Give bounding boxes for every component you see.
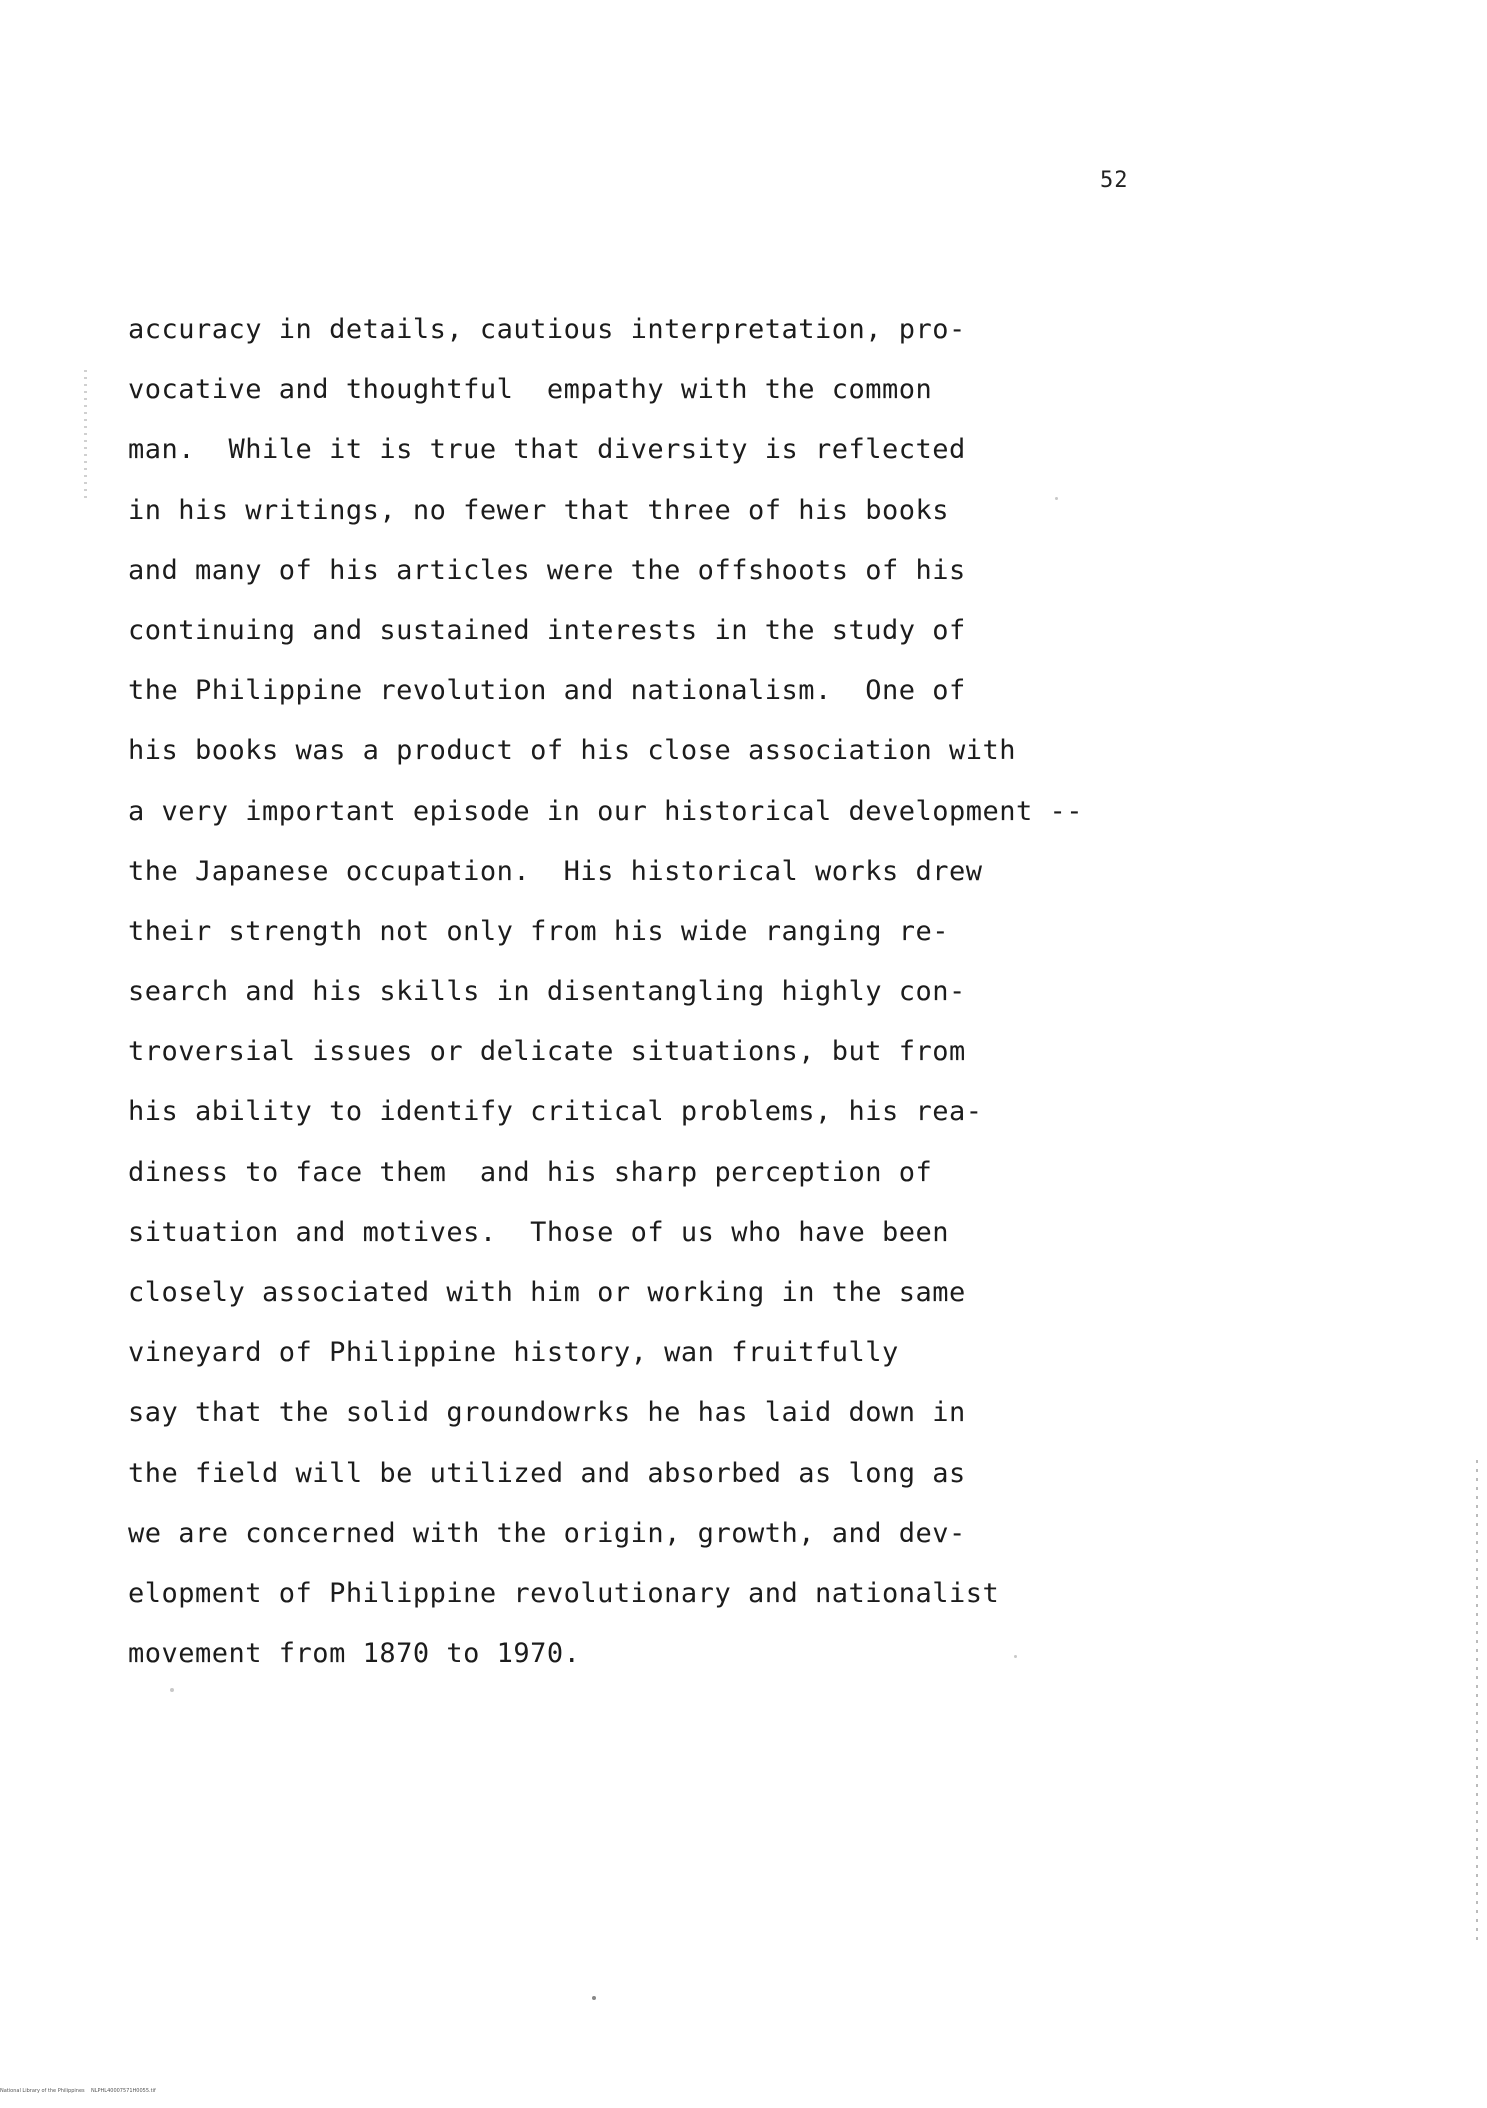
scan-speckle — [1014, 1655, 1017, 1658]
scan-speckle — [592, 1996, 596, 2000]
text-line: their strength not only from his wide ranging re- — [128, 915, 950, 947]
text-line: diness to face them and his sharp perception of — [128, 1156, 933, 1188]
text-line: in his writings, no fewer that three of his books — [128, 494, 950, 526]
scan-footer: National Library of the Philippines NLPHL40007571H0055.tif — [0, 2088, 156, 2094]
text-line: say that the solid groundowrks he has laid down in — [128, 1397, 966, 1429]
text-line: closely associated with him or working in the same — [128, 1277, 966, 1308]
scan-speckle-right-edge — [1476, 1460, 1478, 1940]
text-line: elopment of Philippine revolutionary and nationalist — [128, 1577, 1000, 1609]
text-line: search and his skills in disentangling highly con- — [128, 976, 966, 1008]
text-line: we are concerned with the origin, growth, and dev- — [128, 1517, 966, 1549]
text-line: his books was a product of his close association with — [128, 735, 1017, 767]
text-line: movement from 1870 to 1970. — [128, 1638, 581, 1670]
text-line: man. While it is true that diversity is reflected — [128, 434, 966, 466]
page-number: 52 — [1100, 168, 1129, 193]
text-line: and many of his articles were the offshoots of his — [128, 554, 966, 586]
body-paragraph — [128, 300, 1208, 1684]
text-line: accuracy in details, cautious interpretation, pro- — [128, 314, 966, 345]
text-line: the Japanese occupation. His historical works drew — [128, 855, 983, 887]
text-line: situation and motives. Those of us who have been — [128, 1216, 950, 1248]
text-line: a very important episode in our historical development -- — [128, 795, 1084, 827]
text-line: the Philippine revolution and nationalism. One of — [128, 675, 966, 707]
text-line: vocative and thoughtful empathy with the common — [128, 374, 933, 406]
scan-speckle — [170, 1688, 174, 1692]
text-line: continuing and sustained interests in the study of — [128, 614, 966, 646]
text-line: vineyard of Philippine history, wan fruitfully — [128, 1337, 899, 1369]
text-line: the field will be utilized and absorbed as long as — [128, 1457, 966, 1489]
scan-speckle — [1055, 497, 1058, 500]
scan-speckle-left — [84, 370, 87, 500]
text-line: his ability to identify critical problems, his rea- — [128, 1096, 983, 1128]
text-line: troversial issues or delicate situations, but from — [128, 1036, 966, 1068]
